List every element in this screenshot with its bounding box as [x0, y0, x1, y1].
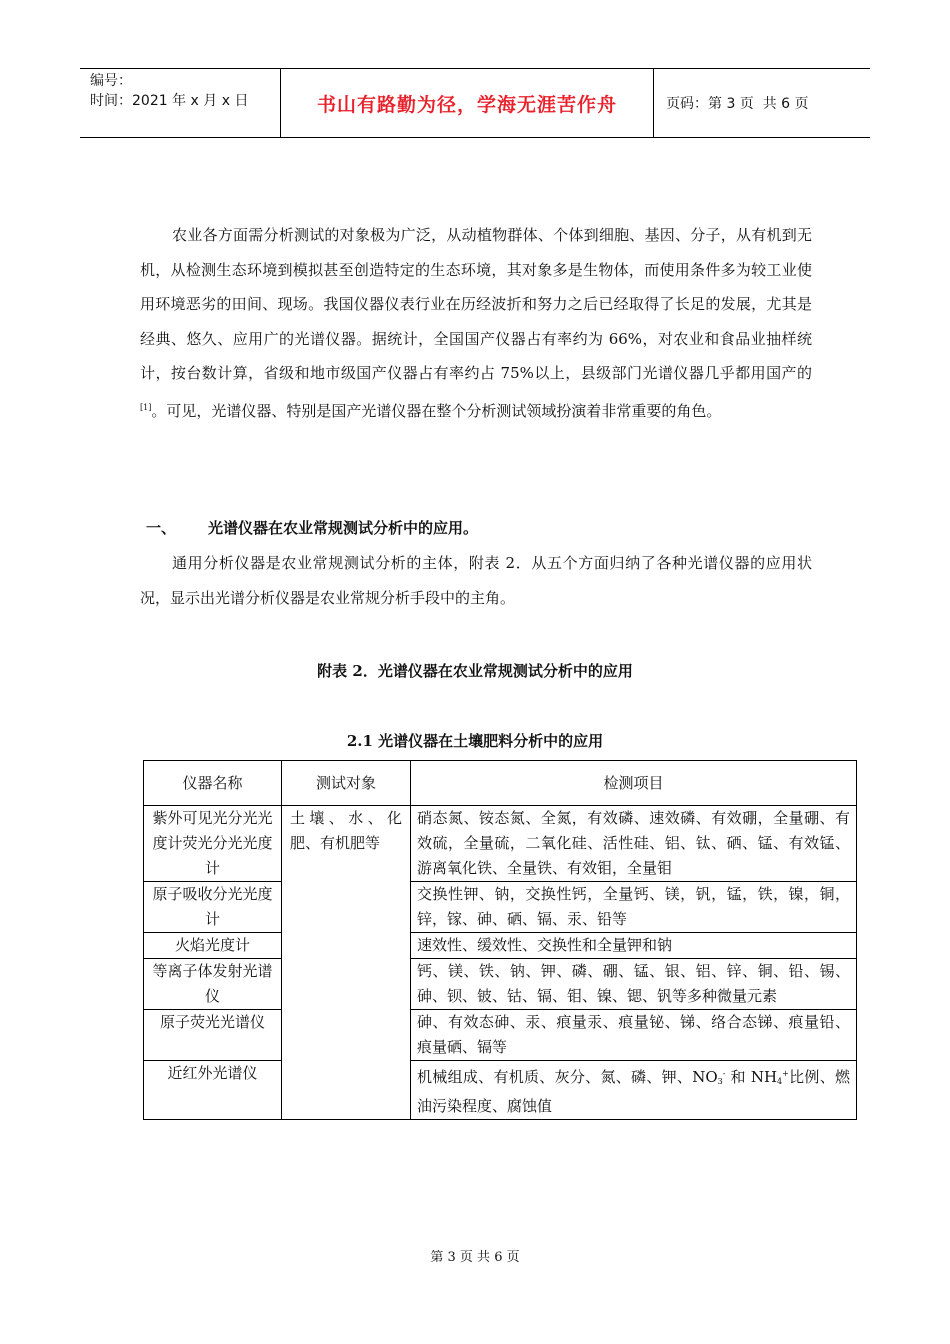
table-row: [144, 959, 857, 1010]
page-footer: [0, 1246, 950, 1265]
instrument-name: 紫外可见光分光光度计荧光分光光度计: [144, 806, 282, 882]
test-items: 硝态氮、铵态氮、全氮，有效磷、速效磷、有效硼，全量硼、有效硫，全量硫，二氧化硅、活性硅、铝、钛、硒、锰、有效锰、游离氧化铁、全量铁、有效钼，全量钼: [411, 806, 857, 882]
intro-text-2: 。可见，光谱仪器、特别是国产光谱仪器在整个分析测试领域扮演着非常重要的角色。: [151, 401, 722, 420]
test-items: 钙、镁、铁、钠、钾、磷、硼、锰、银、铝、锌、铜、铅、锡、砷、钡、铍、钴、镉、钼、镍、锶、钒等多种微量元素: [411, 959, 857, 1010]
test-items: 速效性、缓效性、交换性和全量钾和钠: [411, 933, 857, 959]
footer-page-number: 第 3 页 共 6 页: [430, 1250, 520, 1265]
reference-mark[interactable]: [1]: [140, 402, 152, 412]
intro-paragraph: [140, 218, 812, 428]
items-part-a: 机械组成、有机质、灰分、氮、磷、钾、NO: [417, 1068, 718, 1086]
test-items: 砷、有效态砷、汞、痕量汞、痕量铋、锑、络合态锑、痕量铅、痕量硒、镉等: [411, 1010, 857, 1061]
section-title: 光谱仪器在农业常规测试分析中的应用。: [208, 519, 479, 537]
table-subcaption: 2.1 光谱仪器在土壤肥料分析中的应用: [346, 732, 604, 750]
items-part-b: 和 NH: [725, 1068, 778, 1086]
section-text: 通用分析仪器是农业常规测试分析的主体，附表 2．从五个方面归纳了各种光谱仪器的应用状况，显示出光谱分析仪器是农业常规分析手段中的主角。: [140, 554, 812, 607]
page-label: 页码：第 3 页 共 6 页: [666, 96, 809, 112]
nh4-charge: +: [782, 1069, 789, 1078]
page-header: [80, 68, 870, 138]
nh4-subscript: 4: [777, 1077, 783, 1086]
test-items: [411, 1061, 857, 1120]
section-heading: [146, 517, 478, 538]
header-motto: 书山有路勤为径，学海无涯苦作舟: [280, 69, 654, 137]
time-label: 时间：2021 年 x 月 x 日: [90, 93, 249, 109]
intro-text-1: 农业各方面需分析测试的对象极为广泛，从动植物群体、个体到细胞、基因、分子，从有机到无机，从检测生态环境到模拟甚至创造特定的生态环境，其对象多是生物体，而使用条件多为较工业使用环境恶劣的田间、现场。我国仪器仪表行业在历经波折和努力之后已经取得了长足的发展，尤其是经典、悠久、应用广的光谱仪器。据统计，全国国产仪器占有率约为 66%，对农业和食品业抽样统计，按台数计算，省级和地市级国产仪器占有率约占 75%以上，县级部门光谱仪器几乎都用国产的: [140, 226, 812, 382]
test-object: 土壤、水、化肥、有机肥等: [282, 806, 411, 1120]
table-header-row: [144, 761, 857, 806]
section-number: 一、: [146, 519, 177, 537]
header-object: 测试对象: [282, 761, 411, 806]
table-row: [144, 1010, 857, 1061]
instrument-name: 原子吸收分光光度计: [144, 882, 282, 933]
instrument-name: 原子荧光光谱仪: [144, 1010, 282, 1061]
test-items: 交换性钾、钠，交换性钙，全量钙、镁，钒，锰，铁，镍，铜，锌，镓、砷、硒、镉、汞、铅等: [411, 882, 857, 933]
header-instrument: 仪器名称: [144, 761, 282, 806]
table-row: [144, 1061, 857, 1120]
table-row: [144, 882, 857, 933]
spectral-instrument-table: [143, 760, 857, 1120]
no3-subscript: 3: [717, 1077, 723, 1086]
instrument-name: 火焰光度计: [144, 933, 282, 959]
header-items: 检测项目: [411, 761, 857, 806]
header-meta: [80, 69, 280, 137]
header-page: [654, 69, 870, 137]
items-part-c: 比例、燃油污染程度、腐蚀值: [417, 1068, 850, 1115]
table-caption: 附表 2．光谱仪器在农业常规测试分析中的应用: [317, 662, 633, 680]
no3-charge: -: [722, 1069, 726, 1078]
table-row: [144, 933, 857, 959]
table-row: [144, 806, 857, 882]
section-paragraph: [140, 546, 812, 615]
instrument-name: 近红外光谱仪: [144, 1061, 282, 1120]
number-label: 编号：: [90, 73, 132, 89]
instrument-name: 等离子体发射光谱仪: [144, 959, 282, 1010]
